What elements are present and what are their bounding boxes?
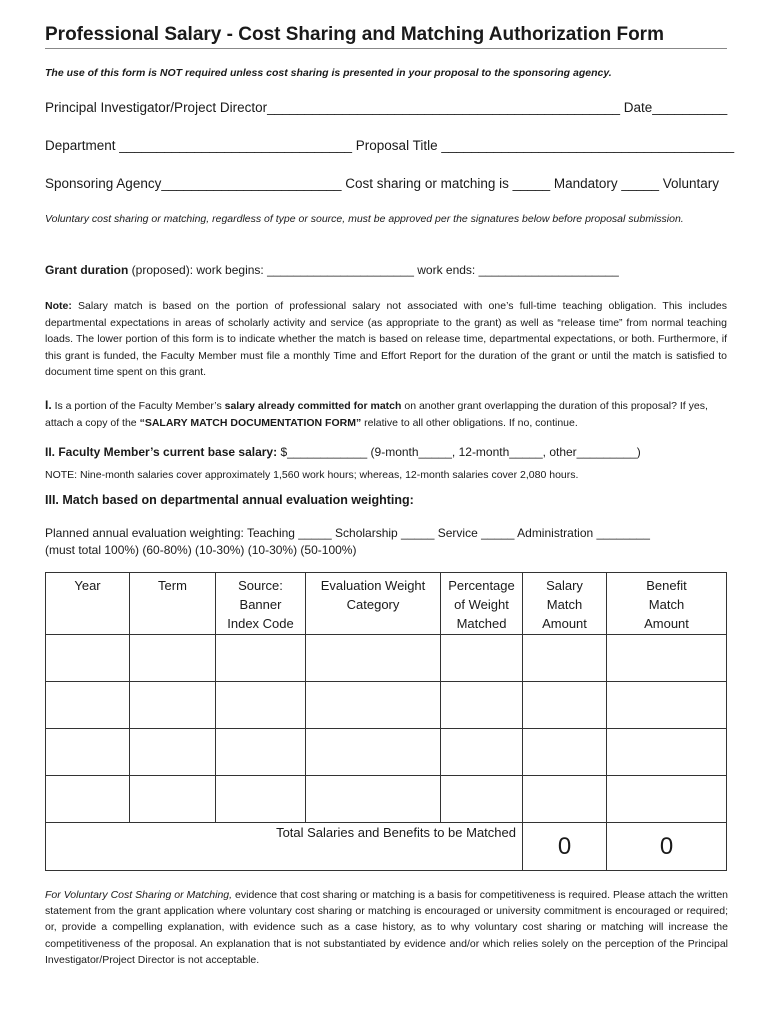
voluntary-note: Voluntary cost sharing or matching, regardless of type or source, must be approved per the signatures below before proposal submission. <box>45 213 684 225</box>
pi-date-field[interactable]: Principal Investigator/Project Director_______________________________________________ Date__________ <box>45 100 728 115</box>
cell-input[interactable] <box>306 682 441 729</box>
cell-input[interactable] <box>130 682 216 729</box>
cell-input[interactable] <box>216 682 306 729</box>
total-row <box>46 823 727 871</box>
section-2-text: $____________ (9-month_____, 12-month_____, other_________) <box>277 445 641 459</box>
table-row <box>46 729 727 776</box>
cell-input[interactable] <box>306 729 441 776</box>
header-source: Source: Banner Index Code <box>216 573 306 635</box>
section-3-heading: III. Match based on departmental annual evaluation weighting: <box>45 493 414 507</box>
section-2-label: II. Faculty Member’s current base salary: <box>45 445 278 459</box>
cell-input[interactable] <box>216 635 306 682</box>
evaluation-weighting-field[interactable] <box>45 525 650 559</box>
match-table <box>45 572 727 871</box>
header-percent: Percentage of Weight Matched <box>441 573 523 635</box>
section-1-number: I. <box>45 398 52 412</box>
cell-input[interactable] <box>523 776 607 823</box>
cell-input[interactable] <box>46 635 130 682</box>
cell-input[interactable] <box>607 776 727 823</box>
cell-input[interactable] <box>46 776 130 823</box>
cell-input[interactable] <box>441 729 523 776</box>
table-row <box>46 776 727 823</box>
cell-input[interactable] <box>130 776 216 823</box>
salary-note <box>45 298 727 381</box>
base-salary-field[interactable] <box>45 445 641 459</box>
header-salary: Salary Match Amount <box>523 573 607 635</box>
cell-input[interactable] <box>130 635 216 682</box>
sponsor-costsharing-field[interactable]: Sponsoring Agency________________________ Cost sharing or matching is _____ Mandatory _____ Voluntary <box>45 176 719 191</box>
total-salary-value[interactable]: 0 <box>523 823 607 871</box>
note-text: Salary match is based on the portion of professional salary not associated with one’s full-time teaching obligation. This includes departmental expectations in areas of scholarly activity and service (as appropriate to the grant) as well as “release time” from normal teaching loads. The lower portion of this form is to indicate whether the match is based on release time, departmental expectations, or both. Furthermore, if this grant is funded, the Faculty Member must file a monthly Time and Effort Report for the duration of the grant or until the match is satisfied to document time spent on this grant. <box>45 300 727 378</box>
cell-input[interactable] <box>306 776 441 823</box>
title-divider <box>45 48 727 49</box>
section-1-end: relative to all other obligations. If no, continue. <box>361 417 578 429</box>
section-2-note: NOTE: Nine-month salaries cover approximately 1,560 work hours; whereas, 12-month salaries cover 2,080 hours. <box>45 469 579 481</box>
cell-input[interactable] <box>46 729 130 776</box>
total-benefit-value[interactable]: 0 <box>607 823 727 871</box>
cell-input[interactable] <box>46 682 130 729</box>
cell-input[interactable] <box>441 776 523 823</box>
note-label: Note: <box>45 300 72 312</box>
header-term: Term <box>130 573 216 635</box>
plan-line-1: Planned annual evaluation weighting: Teaching _____ Scholarship _____ Service _____ Administration ________ <box>45 526 650 540</box>
department-proposal-field[interactable]: Department _______________________________ Proposal Title _______________________________________ <box>45 138 735 153</box>
page-title: Professional Salary - Cost Sharing and Matching Authorization Form <box>45 24 664 45</box>
header-year: Year <box>46 573 130 635</box>
cell-input[interactable] <box>607 682 727 729</box>
section-1 <box>45 397 730 432</box>
cell-input[interactable] <box>523 635 607 682</box>
cell-input[interactable] <box>607 635 727 682</box>
cell-input[interactable] <box>441 682 523 729</box>
footer-italic: For Voluntary Cost Sharing or Matching, <box>45 889 233 901</box>
table-row <box>46 682 727 729</box>
cell-input[interactable] <box>441 635 523 682</box>
plan-line-2: (must total 100%) (60-80%) (10-30%) (10-30%) (50-100%) <box>45 543 357 557</box>
cell-input[interactable] <box>607 729 727 776</box>
grant-duration-label: Grant duration <box>45 263 129 277</box>
cell-input[interactable] <box>523 682 607 729</box>
total-label: Total Salaries and Benefits to be Matched <box>46 823 523 871</box>
table-row <box>46 635 727 682</box>
cell-input[interactable] <box>523 729 607 776</box>
cell-input[interactable] <box>216 776 306 823</box>
intro-text: The use of this form is NOT required unless cost sharing is presented in your proposal to the sponsoring agency. <box>45 67 612 79</box>
section-1-post: on another grant overlapping the duration of this proposal? If yes, attach a copy of the <box>45 400 708 429</box>
cell-input[interactable] <box>130 729 216 776</box>
grant-duration-text: (proposed): work begins: ______________________ work ends: _____________________ <box>128 263 619 277</box>
section-1-pre: Is a portion of the Faculty Member’s <box>51 400 225 412</box>
footer-text: evidence that cost sharing or matching is a basis for competitiveness is required. Please attach the written statement from the grant application where voluntary cost sharing or matching is encouraged or university commitment is encouraged or required; or, provide a compelling explanation, with evidence such as a case history, as to why voluntary cost sharing or matching will increase the competitiveness of the proposal. An explanation that is not substantiated by evidence and/or which relies solely on the perception of the Principal Investigator/Project Director is not acceptable. <box>45 889 729 966</box>
section-1-doc: “SALARY MATCH DOCUMENTATION FORM” <box>139 417 362 429</box>
grant-duration-field[interactable] <box>45 263 619 277</box>
header-category: Evaluation Weight Category <box>306 573 441 635</box>
cell-input[interactable] <box>306 635 441 682</box>
header-benefit: Benefit Match Amount <box>607 573 727 635</box>
section-1-bold: salary already committed for match <box>224 400 402 412</box>
footer-note <box>45 887 728 968</box>
cell-input[interactable] <box>216 729 306 776</box>
